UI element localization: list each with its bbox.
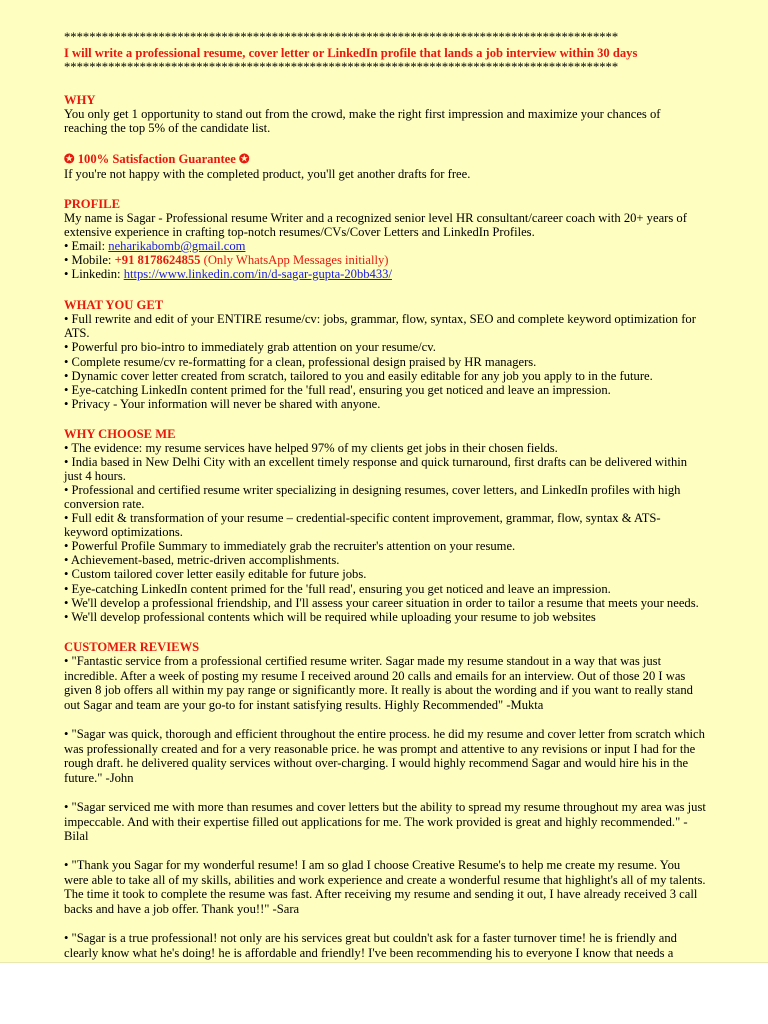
- list-item: conversion rate.: [64, 497, 145, 512]
- badge-icon: ✪: [239, 152, 250, 166]
- what-you-get-heading: WHAT YOU GET: [64, 298, 164, 312]
- why-heading: WHY: [64, 93, 96, 107]
- profile-email-line: [64, 239, 245, 254]
- review-line: clearly know what he's doing! he is affordable and friendly! I've been recommending his to everyone I know that needs a: [64, 945, 674, 960]
- profile-mobile-line: [64, 253, 388, 268]
- linkedin-link[interactable]: https://www.linkedin.com/in/d-sagar-gupta-20bb433/: [123, 267, 392, 281]
- list-item: • Eye-catching LinkedIn content primed for the 'full read', ensuring you get noticed and leave an impression.: [64, 383, 611, 397]
- review-line: rough draft. he delivered quality services without over-charging. I would highly recommend Sagar and would hire his in the: [64, 756, 689, 770]
- review-line: The time it took to complete the resume was fast. After receiving my resume and sending it out, I have already received 3 call: [64, 887, 698, 901]
- guarantee-text: If you're not happy with the completed product, you'll get another drafts for free.: [64, 167, 471, 181]
- profile-heading: PROFILE: [64, 197, 120, 211]
- page-headline: I will write a professional resume, cover letter or LinkedIn profile that lands a job interview within 30 days: [64, 46, 638, 60]
- review-line: • "Fantastic service from a professional certified resume writer. Sagar made my resume standout in a way that was just: [64, 654, 662, 668]
- star-divider-bottom: ****************************************************************************************: [64, 60, 619, 74]
- review-line: • "Sagar is a true professional! not only are his services great but couldn't ask for a faster turnover time! he is friendly and: [64, 931, 677, 945]
- list-item: • Achievement-based, metric-driven accomplishments.: [64, 553, 340, 568]
- badge-icon: ✪: [64, 152, 75, 166]
- list-item: • Full edit & transformation of your resume – credential-specific content improvement, grammar, flow, syntax & ATS-: [64, 511, 661, 526]
- list-item: • Complete resume/cv re-formatting for a clean, professional design praised by HR managers.: [64, 354, 537, 369]
- list-item: • Full rewrite and edit of your ENTIRE resume/cv: jobs, grammar, flow, syntax, SEO and complete keyword optimization for: [64, 312, 696, 326]
- mobile-note: (Only WhatsApp Messages initially): [200, 253, 389, 267]
- why-choose-me-heading: WHY CHOOSE ME: [64, 427, 176, 441]
- profile-linkedin-line: [64, 267, 392, 282]
- profile-text-line: My name is Sagar - Professional resume Writer and a recognized senior level HR consultant/career coach with 20+ years of: [64, 211, 687, 225]
- review-line: • "Thank you Sagar for my wonderful resume! I am so glad I choose Creative Resume's to help me create my resume. You: [64, 858, 681, 872]
- review-line: out Sagar and team are your go-to for instant satisfying results. Highly Recommended" -Mukta: [64, 697, 544, 712]
- mobile-number: +91 8178624855: [114, 253, 201, 267]
- review-line: was professionally created and for a very reasonable price. he was prompt and attentive to any revisions or input I had for the: [64, 741, 696, 756]
- list-item: • We'll develop professional contents which will be required while uploading your resume to job websites: [64, 609, 596, 624]
- review-line: • "Sagar was quick, thorough and efficient throughout the entire process. he did my resume and cover letter from scratch which: [64, 727, 705, 741]
- list-item: • Professional and certified resume writer specializing in designing resumes, cover letters, and LinkedIn profiles with high: [64, 483, 681, 498]
- guarantee-heading: [64, 152, 250, 167]
- why-text-line: You only get 1 opportunity to stand out from the crowd, make the right first impression and maximize your chances of: [64, 107, 661, 121]
- list-item: just 4 hours.: [64, 469, 126, 484]
- guarantee-heading-label: 100% Satisfaction Guarantee: [77, 152, 236, 166]
- mobile-label: • Mobile:: [64, 253, 115, 267]
- list-item: • The evidence: my resume services have helped 97% of my clients get jobs in their chosen fields.: [64, 441, 558, 455]
- star-divider-top: ****************************************************************************************: [64, 30, 619, 44]
- review-line: backs and have a job offer. Thank you!!" -Sara: [64, 901, 300, 916]
- list-item: • Dynamic cover letter created from scratch, tailored to you and easily editable for any job you apply to in the future.: [64, 368, 653, 383]
- review-line: • "Sagar serviced me with more than resumes and cover letters but the ability to spread my resume throughout my area was just: [64, 800, 706, 814]
- profile-text-line: extensive experience in crafting top-notch resumes/CVs/Cover Letters and LinkedIn Profiles.: [64, 225, 535, 239]
- review-line: incredible. After a week of posting my resume I received around 20 calls and emails for an interview. Out of those 20 I was: [64, 668, 686, 683]
- review-line: future." -John: [64, 770, 134, 785]
- why-text-line: reaching the top 5% of the candidate list.: [64, 121, 271, 135]
- email-label: • Email:: [64, 239, 109, 253]
- list-item: • Privacy - Your information will never be shared with anyone.: [64, 397, 381, 412]
- list-item: • Powerful Profile Summary to immediately grab the recruiter's attention on your resume.: [64, 539, 516, 554]
- list-item: • India based in New Delhi City with an excellent timely response and quick turnaround, first drafts can be delivered within: [64, 455, 688, 470]
- list-item: keyword optimizations.: [64, 525, 183, 540]
- review-line: given 8 job offers all within my pay range or significantly more. It really is about the wording and if you want to really stand: [64, 683, 693, 697]
- list-item: • We'll develop a professional friendship, and I'll assess your career situation in order to tailor a resume that meets your needs.: [64, 595, 699, 610]
- linkedin-label: • Linkedin:: [64, 267, 124, 281]
- email-link[interactable]: neharikabomb@gmail.com: [108, 239, 246, 253]
- list-item: • Custom tailored cover letter easily editable for future jobs.: [64, 567, 367, 582]
- review-line: impeccable. And with their expertise filled out applications for me. The work provided is great and highly recommended." -: [64, 814, 688, 829]
- list-item: ATS.: [64, 326, 90, 341]
- review-line: were able to take all of my skills, abilities and work experience and create a wonderful resume that highlight's all of my talents.: [64, 872, 706, 887]
- review-line: Bilal: [64, 829, 89, 843]
- customer-reviews-heading: CUSTOMER REVIEWS: [64, 640, 200, 654]
- list-item: • Eye-catching LinkedIn content primed for the 'full read', ensuring you get noticed and leave an impression.: [64, 581, 611, 596]
- list-item: • Powerful pro bio-intro to immediately grab attention on your resume/cv.: [64, 340, 436, 355]
